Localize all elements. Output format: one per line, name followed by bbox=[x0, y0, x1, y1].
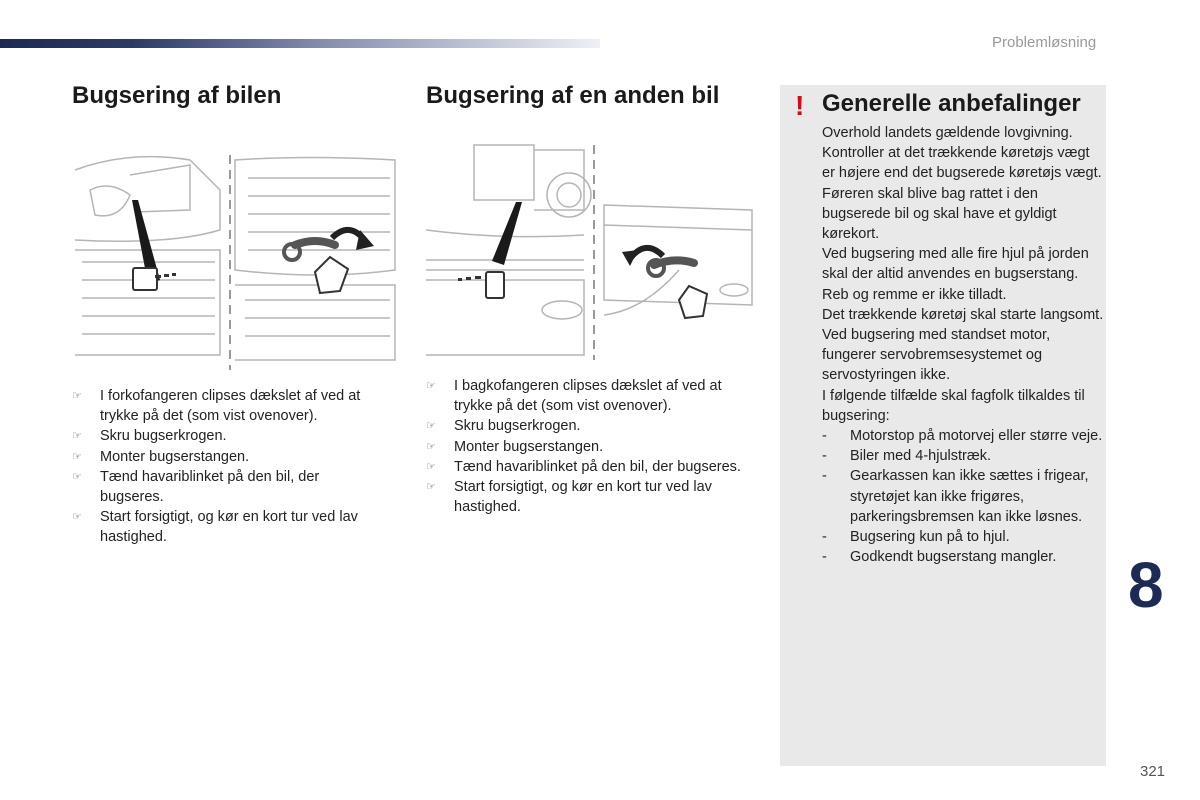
panel-paragraph: Kontroller at det trækkende køretøjs vægt er højere end det bugserede køretøjs vægt. bbox=[822, 145, 1102, 182]
bullet-icon: ☞ bbox=[72, 390, 82, 402]
list-item: ☞ Skru bugserkrogen. bbox=[426, 416, 746, 436]
panel-paragraph: Det trækkende køretøj skal starte langsomt. bbox=[822, 306, 1104, 323]
panel-body bbox=[822, 123, 1104, 567]
bullet-icon: ☞ bbox=[426, 420, 436, 433]
panel-paragraph: Overhold landets gældende lovgivning. bbox=[822, 125, 1073, 141]
list-item: - Biler med 4-hjulstræk. bbox=[822, 446, 1104, 466]
front-towing-title: Bugsering af bilen bbox=[72, 82, 282, 109]
rear-tow-eye-illustration bbox=[424, 140, 754, 362]
dash-icon: - bbox=[822, 549, 827, 566]
rear-towing-steps bbox=[426, 376, 746, 517]
list-item: ☞ Start forsigtigt, og kør en kort tur ved lav hastighed. bbox=[426, 479, 712, 516]
list-item: - Bugsering kun på to hjul. bbox=[822, 527, 1104, 547]
warning-icon: ! bbox=[795, 90, 805, 121]
panel-title: Generelle anbefalinger bbox=[822, 90, 1081, 117]
list-item: ☞ Monter bugserstangen. bbox=[72, 447, 382, 467]
list-item: - Godkendt bugserstang mangler. bbox=[822, 547, 1104, 567]
page-number: 321 bbox=[1140, 763, 1166, 780]
panel-paragraph: Føreren skal blive bag rattet i den bugserede bil og skal have et gyldigt kørekort. bbox=[822, 185, 1057, 243]
bullet-icon: ☞ bbox=[426, 440, 436, 453]
panel-paragraph: I følgende tilfælde skal fagfolk tilkaldes til bugsering: bbox=[822, 387, 1085, 424]
front-tow-eye-illustration bbox=[70, 150, 400, 372]
front-towing-steps bbox=[72, 386, 382, 548]
panel-paragraph: Ved bugsering med standset motor, fungerer servobremsesystemet og servostyringen ikke. bbox=[822, 327, 1051, 384]
list-item: ☞ Tænd havariblinket på den bil, der bugseres. bbox=[72, 468, 320, 506]
dash-icon: - bbox=[822, 468, 827, 485]
header-color-bar bbox=[0, 39, 600, 48]
list-item: ☞ I bagkofangeren clipses dækslet af ved at trykke på det (som vist ovenover). bbox=[426, 378, 722, 415]
bullet-icon: ☞ bbox=[72, 511, 82, 524]
dash-icon: - bbox=[822, 529, 827, 546]
bullet-icon: ☞ bbox=[426, 460, 436, 473]
list-item: ☞ Monter bugserstangen. bbox=[426, 437, 746, 457]
rear-towing-title: Bugsering af en anden bil bbox=[426, 82, 720, 109]
bullet-icon: ☞ bbox=[426, 380, 436, 392]
bullet-icon: ☞ bbox=[72, 470, 82, 483]
list-item: - Gearkassen kan ikke sættes i frigear, styretøjet kan ikke frigøres, parkeringsbremsen kan ikke løsnes. bbox=[822, 468, 1089, 525]
dash-icon: - bbox=[822, 428, 827, 445]
list-item: ☞ I forkofangeren clipses dækslet af ved at trykke på det (som vist ovenover). bbox=[72, 388, 361, 425]
chapter-number: 8 bbox=[1128, 549, 1164, 621]
list-item: - Motorstop på motorvej eller større veje. bbox=[822, 426, 1104, 446]
dash-icon: - bbox=[822, 448, 827, 465]
professional-towing-cases bbox=[822, 426, 1104, 567]
list-item: ☞ Tænd havariblinket på den bil, der bugseres. bbox=[426, 457, 746, 477]
bullet-icon: ☞ bbox=[426, 481, 436, 494]
section-label: Problemløsning bbox=[992, 34, 1097, 51]
bullet-icon: ☞ bbox=[72, 430, 82, 443]
panel-paragraph: Ved bugsering med alle fire hjul på jorden skal der altid anvendes en bugserstang. Reb og remme er ikke tilladt. bbox=[822, 246, 1089, 303]
list-item: ☞ Skru bugserkrogen. bbox=[72, 426, 382, 446]
bullet-icon: ☞ bbox=[72, 450, 82, 463]
list-item: ☞ Start forsigtigt, og kør en kort tur ved lav hastighed. bbox=[72, 509, 358, 546]
